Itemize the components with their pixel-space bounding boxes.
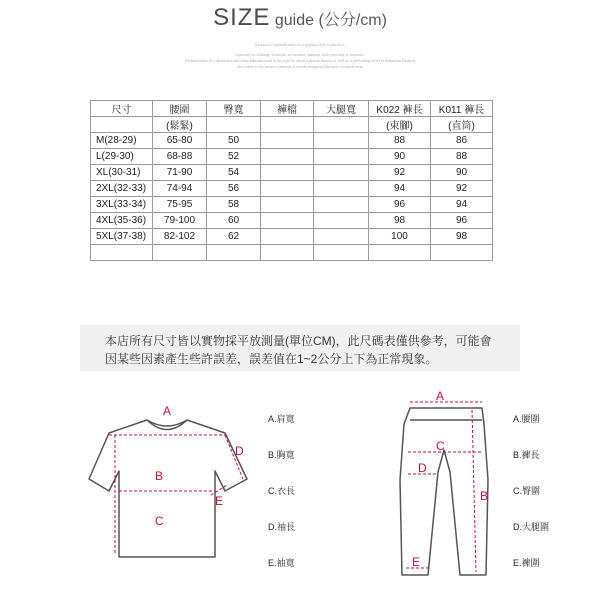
table-row (91, 181, 493, 197)
value-cell: 86 (431, 133, 493, 149)
value-cell: 96 (369, 197, 431, 213)
subheader-cell (261, 117, 314, 133)
pants-outline (400, 408, 488, 575)
subheader-cell: (束腳) (369, 117, 431, 133)
value-cell (314, 245, 369, 261)
size-cell: 3XL(33-34) (91, 197, 153, 213)
value-cell: 98 (369, 213, 431, 229)
fine-print-4: also refers to the newest creations of textile designers.The more technical term (237, 64, 363, 69)
value-cell: 60 (207, 213, 261, 229)
value-cell (314, 165, 369, 181)
value-cell: 90 (431, 165, 493, 181)
table-row (91, 149, 493, 165)
value-cell: 100 (369, 229, 431, 245)
table-row (91, 229, 493, 245)
subheader-cell (314, 117, 369, 133)
value-cell (261, 229, 314, 245)
value-cell: 65-80 (153, 133, 207, 149)
pants-legend-b: B.褲長 (513, 450, 540, 460)
header-cell: K011 褲長 (431, 101, 493, 117)
table-row (91, 213, 493, 229)
shirt-marker-d: D (235, 444, 244, 458)
title-unit: (公分/cm) (318, 12, 387, 29)
value-cell (261, 149, 314, 165)
value-cell: 74-94 (153, 181, 207, 197)
value-cell (314, 181, 369, 197)
pants-marker-d: D (418, 461, 427, 475)
header-cell: 大腿寬 (314, 101, 369, 117)
title-size: SIZE (213, 4, 271, 31)
header-cell: K022 褲長 (369, 101, 431, 117)
pants-legend-d: D.大腿圍 (513, 522, 550, 532)
value-cell (314, 229, 369, 245)
value-cell (261, 133, 314, 149)
table-row (91, 133, 493, 149)
size-cell: L(29-30) (91, 149, 153, 165)
header-cell: 臀寬 (207, 101, 261, 117)
pants-legend-e: E.褲圍 (513, 558, 540, 568)
value-cell (153, 245, 207, 261)
shirt-marker-e: E (215, 494, 224, 508)
fine-print-3: Fashion refers to a distinctive and often habitual trend in the style in which a person dresses as well as to prevailing styles in behaviour.Fashion (185, 58, 415, 63)
fine-print-1: Fashion is a general term for a popular style or practice, (255, 42, 345, 47)
value-cell: 96 (431, 213, 493, 229)
shirt-marker-a: A (163, 405, 172, 418)
value-cell: 79-100 (153, 213, 207, 229)
pants-legend-a: A.腰圍 (513, 414, 540, 424)
value-cell (261, 181, 314, 197)
table-header-row (91, 101, 493, 117)
value-cell (314, 213, 369, 229)
value-cell (261, 245, 314, 261)
subheader-cell (91, 117, 153, 133)
shirt-legend-d: D.袖長 (268, 522, 296, 532)
shirt-marker-c: C (155, 514, 164, 528)
value-cell: 68-88 (153, 149, 207, 165)
value-cell: 92 (369, 165, 431, 181)
notice-line-2: 因某些因素產生些許誤差，誤差值在1~2公分上下為正常現象。 (105, 352, 438, 366)
value-cell: 52 (207, 149, 261, 165)
subheader-cell: (直筒) (431, 117, 493, 133)
header-cell: 腰圍 (153, 101, 207, 117)
value-cell: 71-90 (153, 165, 207, 181)
value-cell: 58 (207, 197, 261, 213)
value-cell (314, 133, 369, 149)
notice-line-1: 本店所有尺寸皆以實物採平放測量(單位CM)，此尺碼表僅供參考，可能會 (105, 334, 492, 348)
value-cell: 88 (369, 133, 431, 149)
value-cell: 56 (207, 181, 261, 197)
value-cell: 50 (207, 133, 261, 149)
value-cell (261, 213, 314, 229)
table-row (91, 165, 493, 181)
value-cell: 92 (431, 181, 493, 197)
size-cell: 5XL(37-38) (91, 229, 153, 245)
pants-marker-a: A (436, 390, 445, 403)
measurement-notice (80, 325, 520, 371)
title-guide: guide (274, 12, 315, 29)
value-cell (314, 197, 369, 213)
value-cell (369, 245, 431, 261)
pants-marker-c: C (436, 439, 445, 453)
size-cell: 2XL(32-33) (91, 181, 153, 197)
value-cell: 98 (431, 229, 493, 245)
table-row (91, 197, 493, 213)
subheader-cell: (鬆緊) (153, 117, 207, 133)
value-cell (261, 165, 314, 181)
value-cell: 54 (207, 165, 261, 181)
value-cell: 90 (369, 149, 431, 165)
value-cell (314, 149, 369, 165)
table-row (91, 245, 493, 261)
value-cell (431, 245, 493, 261)
shirt-legend-e: E.袖寬 (268, 558, 295, 568)
value-cell (261, 197, 314, 213)
size-cell: 4XL(35-36) (91, 213, 153, 229)
header-cell: 褲檔 (261, 101, 314, 117)
size-guide-title (0, 4, 600, 32)
shirt-legend-c: C.衣長 (268, 486, 296, 496)
subheader-cell (207, 117, 261, 133)
value-cell: 82-102 (153, 229, 207, 245)
tshirt-outline (89, 420, 247, 557)
value-cell: 75-95 (153, 197, 207, 213)
table-subheader-row (91, 117, 493, 133)
shirt-legend-b: B.胸寬 (268, 450, 295, 460)
tshirt-diagram (85, 405, 255, 565)
size-cell: XL(30-31) (91, 165, 153, 181)
size-cell: M(28-29) (91, 133, 153, 149)
shirt-legend-a: A.肩寬 (268, 414, 295, 424)
size-cell (91, 245, 153, 261)
value-cell: 94 (369, 181, 431, 197)
value-cell: 88 (431, 149, 493, 165)
value-cell (207, 245, 261, 261)
shirt-marker-b: B (155, 469, 164, 483)
pants-diagram (390, 390, 500, 590)
pants-marker-b: B (480, 489, 489, 503)
pants-legend-c: C.臀圍 (513, 486, 541, 496)
value-cell: 62 (207, 229, 261, 245)
size-table (90, 100, 493, 261)
value-cell: 94 (431, 197, 493, 213)
header-cell: 尺寸 (91, 101, 153, 117)
fine-print-2: especially in clothing, footwear, accessories, makeup, body piercing or furniture. (235, 52, 365, 57)
pants-marker-e: E (412, 555, 421, 569)
